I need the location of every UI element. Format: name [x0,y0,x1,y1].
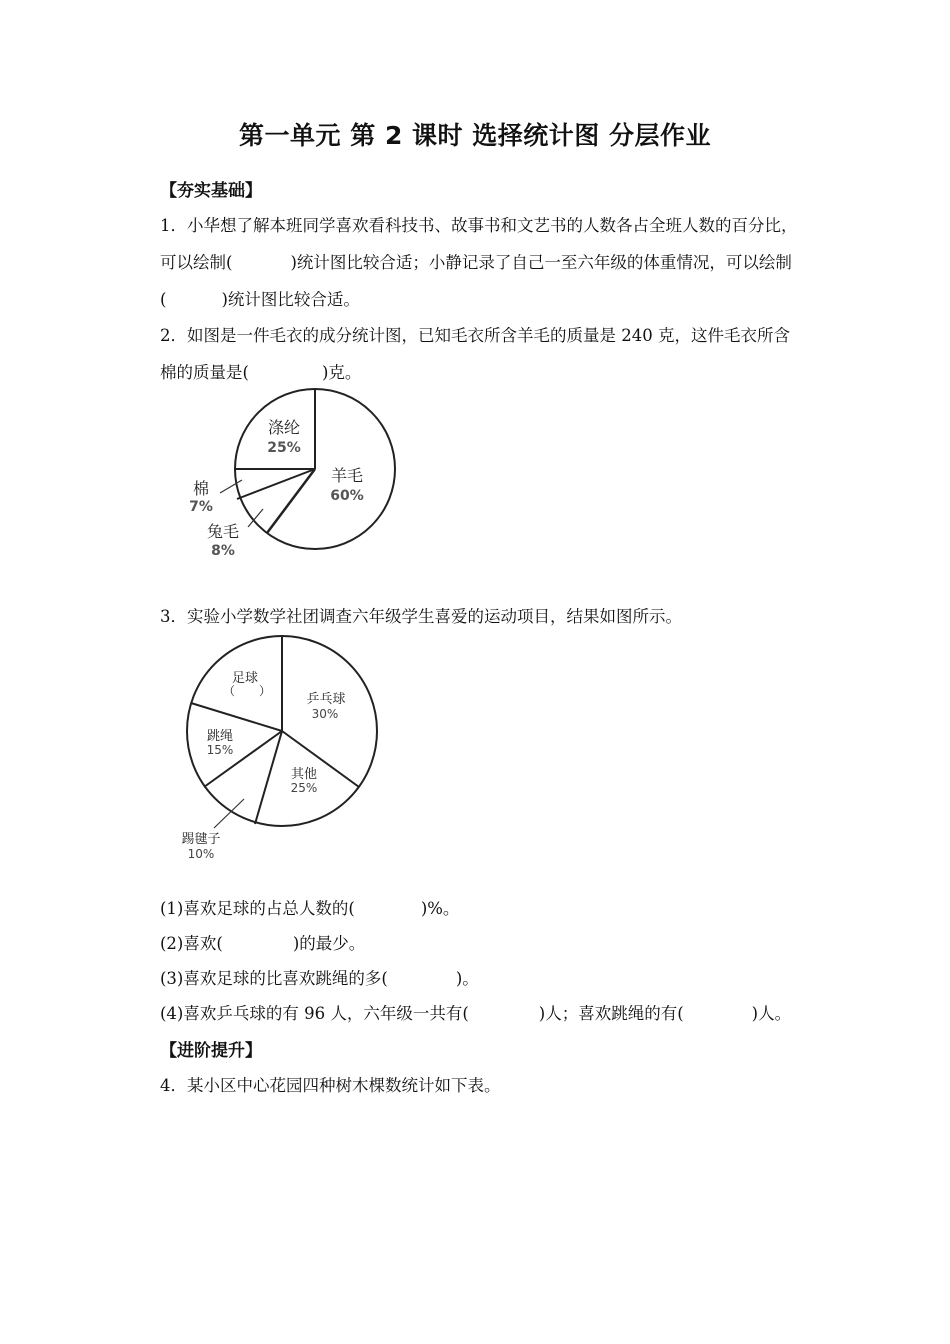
q2-text-b: )克。 [321,363,362,382]
pie1-label-polyester: 涤纶 [267,418,301,437]
q3-intro: 3．实验小学数学社团调查六年级学生喜爱的运动项目，结果如图所示。 [160,607,682,626]
q1-line1: 1．小华想了解本班同学喜欢看科技书、故事书和文艺书的人数各占全班人数的百分比， [160,216,798,235]
q3-sub1 [160,895,459,919]
pie2-value-other: 25% [290,781,318,795]
sports-pie-chart [170,632,390,868]
pie1-label-cotton: 棉 [192,479,210,498]
pie1-value-rabbit: 8% [211,543,235,559]
pie1-value-wool: 60% [330,488,364,504]
pie2-label-football: 足球 [231,671,259,686]
pie2-value-shuttlecock: 10% [187,847,215,861]
pie2-value-rope: 15% [206,743,234,757]
q3-sub2-a: (2)喜欢( [160,934,223,953]
q3-sub2 [160,930,365,954]
q1-text-d: )统计图比较合适。 [221,290,360,309]
q1-text-c: ( [160,290,167,309]
pie1-label-rabbit: 兔毛 [206,522,240,541]
sweater-pie-chart [170,385,400,575]
q3-sub4-c: )人。 [751,1004,792,1023]
pie2-value-pingpong: 30% [311,707,339,721]
q1-text-a: 可以绘制( [160,253,233,272]
q2-line1: 2．如图是一件毛衣的成分统计图，已知毛衣所含羊毛的质量是 240 克，这件毛衣所含 [160,326,790,345]
q3-sub1-b: )%。 [420,899,460,918]
q3-sub3-a: (3)喜欢足球的比喜欢跳绳的多( [160,969,388,988]
pie2-label-rope: 跳绳 [206,729,234,744]
page-title: 第一单元 第 2 课时 选择统计图 分层作业 [239,121,711,150]
q3-sub3 [160,965,479,989]
q1-text-b: )统计图比较合适；小静记录了自己一至六年级的体重情况，可以绘制 [290,253,792,272]
q3-sub1-a: (1)喜欢足球的占总人数的( [160,899,355,918]
pie2-divider-1 [191,703,282,731]
q1-line2 [160,249,792,273]
section-basic: 【夯实基础】 [160,181,262,201]
q1-line3 [160,286,360,310]
q2-text-a: 棉的质量是( [160,363,249,382]
pie2-label-pingpong: 乒乓球 [306,692,346,707]
q3-sub2-b: )的最少。 [292,934,366,953]
pie1-value-polyester: 25% [267,440,301,456]
section-advanced: 【进阶提升】 [160,1041,262,1061]
pie2-divider-3 [255,731,282,824]
q3-sub3-b: )。 [455,969,479,988]
pie1-label-wool: 羊毛 [330,466,364,485]
q3-sub4-b: )人；喜欢跳绳的有( [538,1004,684,1023]
q3-sub4-a: (4)喜欢乒乓球的有 96 人，六年级一共有( [160,1004,469,1023]
q4-intro: 4．某小区中心花园四种树木棵数统计如下表。 [160,1076,501,1095]
q3-sub4 [160,1000,791,1024]
pie2-label-other: 其他 [290,767,318,782]
pie1-value-cotton: 7% [189,499,213,515]
q2-line2 [160,359,361,383]
pie2-leader-shuttlecock [214,799,244,828]
pie2-value-football: （ ） [222,684,272,698]
pie2-label-shuttlecock: 踢毽子 [181,832,221,847]
pie1-leader-rabbit [248,509,263,527]
